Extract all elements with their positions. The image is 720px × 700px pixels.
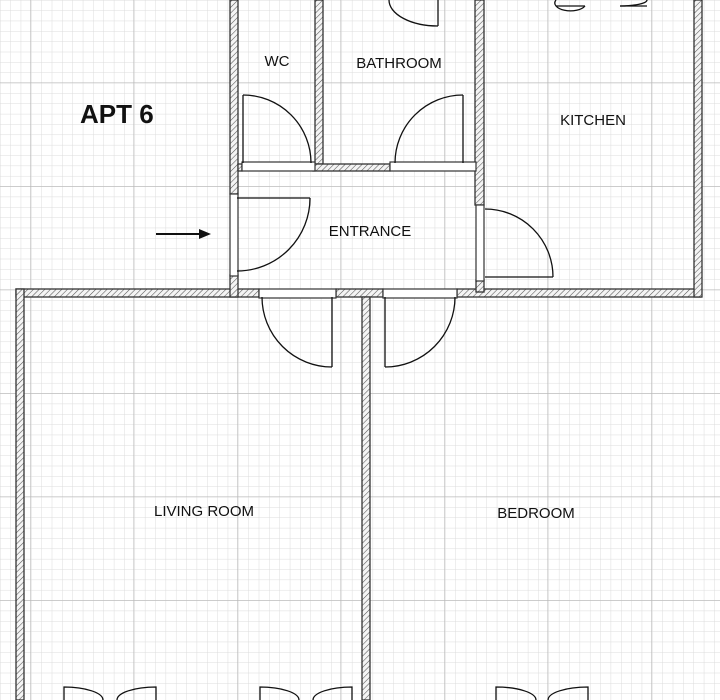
wall-wc-bath	[315, 0, 323, 164]
wall-corridor-mid	[336, 289, 383, 297]
bedroom-door-frame	[383, 289, 457, 298]
wall-wc-bath-bottom	[313, 164, 390, 171]
room-label-entrance: ENTRANCE	[328, 223, 412, 240]
room-label-wc: WC	[264, 53, 290, 70]
wall-entrance-right	[476, 280, 484, 292]
wall-entrance-left	[230, 275, 238, 297]
living-door-frame	[259, 289, 336, 298]
kitchen-door-frame	[476, 205, 484, 281]
wall-wc-left	[230, 0, 238, 194]
wc-door-frame	[242, 162, 315, 171]
entrance-door-frame	[230, 194, 238, 276]
apartment-title: APT 6	[80, 99, 154, 129]
room-label-bathroom: BATHROOM	[356, 55, 442, 72]
room-label-living-room: LIVING ROOM	[153, 503, 255, 520]
wall-bath-right	[475, 0, 484, 205]
wall-outer-right	[694, 0, 702, 297]
wall-corridor-left	[16, 289, 259, 297]
wall-wc-bottom-left	[238, 164, 242, 171]
bathroom-door-frame	[390, 162, 476, 171]
room-label-bedroom: BEDROOM	[497, 505, 575, 522]
wall-corridor-right	[457, 289, 701, 297]
wall-living-bedroom	[362, 297, 370, 700]
room-label-kitchen: KITCHEN	[560, 112, 626, 129]
wall-outer-left	[16, 289, 24, 700]
